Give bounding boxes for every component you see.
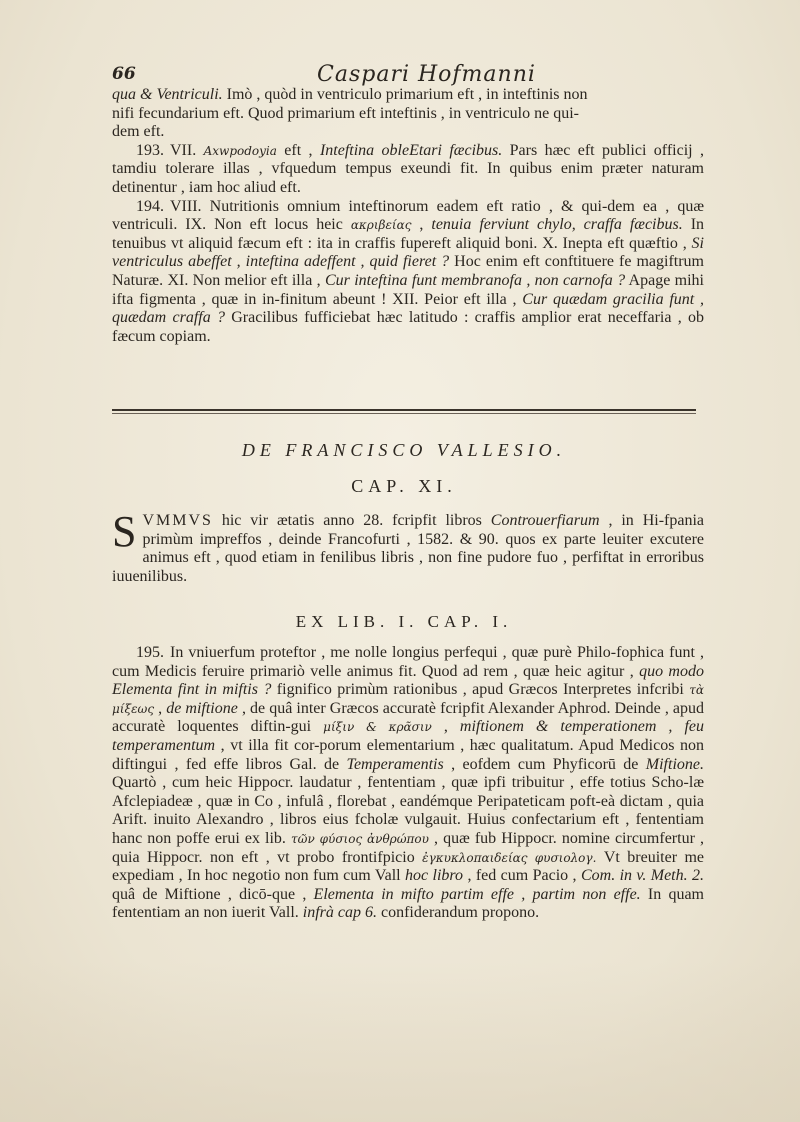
drop-cap: S <box>112 507 137 556</box>
body-text: , in Hi-fpania primùm impreffos , deinde Francofurti , 1582. & 90. quos ex parte leuiter excutere animus eft , quod etiam in fenilibus libris , non fine pudore fuo , perfiftat in erroribus iuuenilibus. <box>112 512 705 585</box>
paragraph-number: 195. <box>136 644 164 661</box>
page-number: 66 <box>112 64 136 84</box>
body-text: hic vir ætatis anno 28. fcripfit libros <box>212 512 491 529</box>
body-text: , de quâ inter Græcos accuratè fcripfit Alexander Aphrod. Deinde , apud accuratè loquentes diftin-gui <box>112 699 704 736</box>
body-text: , vt illa fit cor-porum elementarium , hæc qualitatum. Apud Medicos non diftingui , fed effe libros Gal. de <box>112 736 704 773</box>
italic-text: Cur quædam gracilia funt , quædam craffa ? <box>112 290 704 327</box>
section-divider <box>112 409 696 411</box>
paragraph-194 <box>112 198 704 347</box>
italic-text: qua & Ventriculi. <box>112 86 223 103</box>
body-text: , <box>154 699 167 717</box>
paragraph-195 <box>112 644 704 923</box>
line-text: Imò , quòd in ventriculo primarium eft , in inteftinis non <box>222 86 588 103</box>
greek-text: μίξιν & κρᾶσιν <box>323 720 432 735</box>
greek-text: τῶν φύσιος ἀνθρώπου <box>291 831 429 846</box>
body-text: Apage mihi ifta figmenta , quæ in in-finitum abeunt ! XII. Peior eft illa , <box>112 271 704 308</box>
body-text: Hoc enim eft conftituere fe magiftrum Naturæ. XI. Non melior eft illa , <box>112 253 704 289</box>
text-block-top <box>112 86 704 346</box>
body-text: Vt breuiter me expediam , In hoc negotio non fum cum Vall <box>112 848 705 885</box>
body-text: Gracilibus fufficiebat hæc latitudo : craffis amplior erat neceffaria , ob fæcum copiam. <box>112 309 704 345</box>
section-divider-thin <box>112 413 696 414</box>
small-caps-text: VMMVS <box>142 512 213 529</box>
text-line: nifi fecundarium eft. Quod primarium eft inteftinis , in ventriculo ne qui- <box>112 104 579 122</box>
greek-text: τὰ μίξεως <box>112 683 705 716</box>
text-line <box>112 86 704 105</box>
body-text: , quæ fub Hippocr. nomine circumfertur , quia Hippocr. non eft , vt probo frontifpicio <box>112 829 704 866</box>
source-heading: EX LIB. I. CAP. I. <box>295 612 513 631</box>
paragraph-intro <box>112 507 705 586</box>
body-text: VIII. Nutritionis omnium inteftinorum eadem eft ratio , & qui-dem ea , quæ ventriculi. IX. Non eft locus heic <box>112 197 704 234</box>
roman-numeral: VII. <box>170 141 197 159</box>
text-block-vallesio <box>112 507 705 586</box>
body-text: In quam fententiam an non iuerit Vall. <box>112 885 705 922</box>
body-text: , <box>411 216 432 234</box>
body-text: , eofdem cum Phyficorū de <box>443 755 646 773</box>
paragraph-number: 193. <box>136 141 164 159</box>
chapter-heading: CAP. XI. <box>351 476 457 496</box>
italic-text: hoc libro <box>405 867 464 885</box>
italic-text: Cur inteftina funt membranofa , non carnofa ? <box>324 271 626 289</box>
page-header <box>112 62 702 88</box>
body-text: eft , <box>276 141 320 159</box>
italic-text: Si ventriculus abeffet , inteftina adeffent , quid fieret ? <box>112 234 704 271</box>
body-text: , <box>431 718 460 736</box>
italic-text: infrà cap 6. <box>302 904 377 922</box>
paragraph-number: 194. <box>136 197 164 215</box>
body-text: , fed cum Pacio , <box>463 867 581 885</box>
paper-stain <box>0 962 800 1122</box>
body-text: Pars hæc eft publici officij , tamdiu tolerare illas , vfquedum tempus exeundi fit. In quibus enim præter naturam detinentur , iam hoc aliud eft. <box>112 141 705 196</box>
greek-text: Axwpodoyia <box>203 143 277 158</box>
section-title: DE FRANCISCO VALLESIO. <box>241 440 567 460</box>
paragraph-193 <box>112 142 704 198</box>
body-text: fignifico primùm rationibus , apud Græcos Interpretes infcribi <box>271 681 690 699</box>
italic-text: tenuia ferviunt chylo, craffa fæcibus. <box>431 216 683 234</box>
italic-text: Controuerfiarum <box>490 512 600 529</box>
italic-text: Com. in v. Meth. 2. <box>580 867 705 885</box>
italic-text: quo modo Elementa fint in miftis ? <box>112 662 704 699</box>
italic-text: Miftione. <box>645 755 704 773</box>
italic-text: Elementa in mifto partim effe , partim non effe. <box>313 885 641 903</box>
text-block-bottom <box>112 644 704 923</box>
body-text: In vniuerfum proteftor , me nolle longius perfequi , quæ purè Philo-fophica funt , cum Medicis feruire primariò velle animus fit. Quod ad rem , quæ heic agitur , <box>112 644 704 680</box>
body-text: quâ de Miftione , dicō-que , <box>112 885 314 903</box>
italic-text: de miftione <box>166 699 238 717</box>
text-line: dem eft. <box>112 123 165 141</box>
body-text: confiderandum propono. <box>376 904 540 922</box>
body-text: In tenuibus vt aliquid fæcum eft : ita in craffis fupereft aliquid boni. X. Inepta eft quæftio , <box>112 216 705 252</box>
italic-text: Temperamentis <box>346 755 444 773</box>
italic-text: Inteftina obleEtari fæcibus. <box>319 141 503 159</box>
italic-text: miftionem & temperationem , feu temperamentum <box>112 718 704 754</box>
running-head: Caspari Hofmanni <box>317 62 536 87</box>
greek-text: ἐγκυκλοπαιδείας φυσιολογ. <box>422 850 597 865</box>
body-text: Quartò , cum heic Hippocr. laudatur , fententiam , quæ ipfi tribuitur , effe totius Scho-læ Afclepiadeæ , quæ in Co , infulâ , florebat , eandémque Peripateticam poft-eà dictam , quia Arift. inuito Alexandro , libros eius fcholæ vulgauit. Huius confectarium eft , fententiam hanc non poffe erui ex lib. <box>112 774 704 847</box>
greek-text: ακριβείας <box>350 218 412 233</box>
